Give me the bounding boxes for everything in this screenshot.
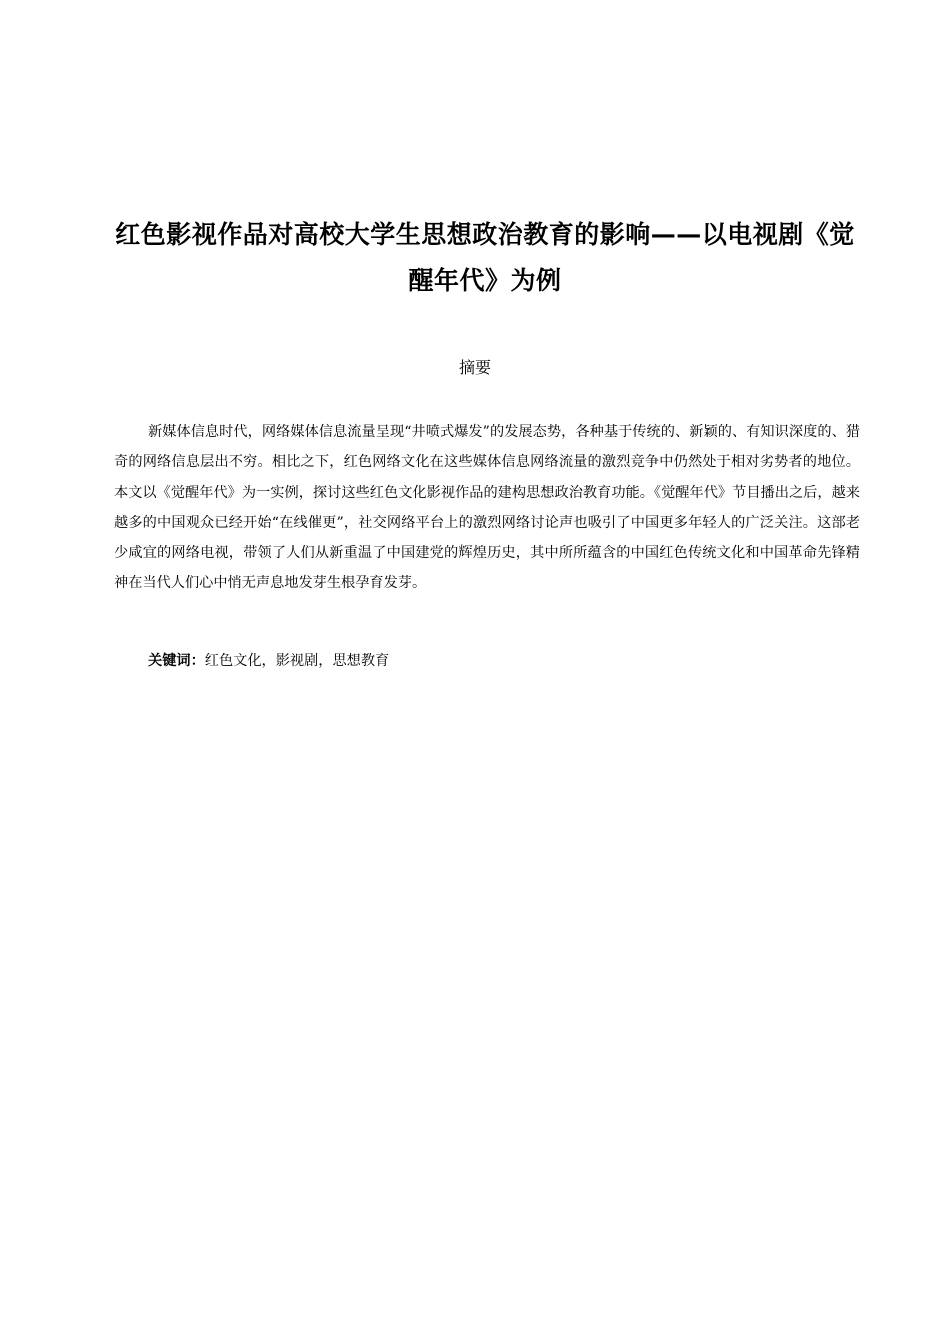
- paper-title: 红色影视作品对高校大学生思想政治教育的影响——以电视剧《觉醒年代》为例: [115, 220, 855, 295]
- abstract-heading: 摘要: [458, 358, 491, 377]
- abstract-paragraph: 新媒体信息时代，网络媒体信息流量呈现“井喷式爆发”的发展态势，各种基于传统的、新颖的、有知识深度的、猎奇的网络信息层出不穷。相比之下，红色网络文化在这些媒体信息网络流量的激烈竞争中仍然处于相对劣势者的地位。本文以《觉醒年代》为一实例，探讨这些红色文化影视作品的建构思想政治教育功能。《觉醒年代》节目播出之后，越来越多的中国观众已经开始“在线催更”，社交网络平台上的激烈网络讨论声也吸引了中国更多年轻人的广泛关注。这部老少咸宜的网络电视，带领了人们从新重温了中国建党的辉煌历史，其中所所蕴含的中国红色传统文化和中国革命先锋精神在当代人们心中悄无声息地发芽生根孕育发芽。: [114, 424, 860, 592]
- keywords-label: 关键词：: [148, 653, 205, 669]
- keywords-value: 红色文化，影视剧，思想教育: [204, 653, 390, 669]
- keywords-line: [148, 647, 860, 675]
